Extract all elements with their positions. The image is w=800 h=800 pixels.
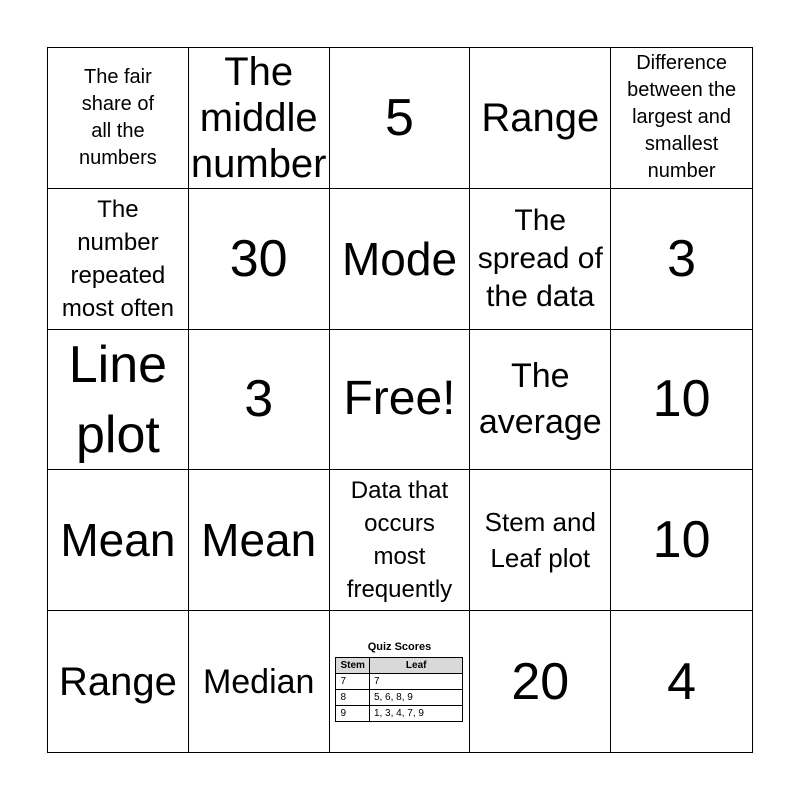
bingo-cell[interactable] — [48, 189, 189, 330]
cell-text: Median — [202, 662, 315, 701]
bingo-cell[interactable] — [189, 611, 330, 752]
cell-text: 3 — [244, 370, 274, 429]
cell-text: The number repeated most often — [61, 195, 174, 322]
bingo-cell[interactable] — [611, 330, 752, 471]
cell-text: The spread of the data — [477, 203, 603, 313]
bingo-cell[interactable] — [611, 189, 752, 330]
cell-text: The middle number — [190, 49, 327, 186]
bingo-board — [47, 47, 753, 753]
bingo-cell[interactable] — [611, 48, 752, 189]
cell-text: Range — [58, 659, 177, 704]
bingo-cell[interactable] — [48, 330, 189, 471]
cell-text: Data that occurs most frequently — [346, 477, 453, 604]
leaf-header: Leaf — [369, 658, 463, 674]
bingo-cell[interactable] — [470, 330, 611, 471]
stem-cell: 8 — [336, 690, 369, 706]
table-row — [336, 690, 463, 706]
leaf-cell: 1, 3, 4, 7, 9 — [369, 706, 463, 722]
cell-text: Range — [481, 95, 600, 140]
bingo-cell[interactable] — [330, 330, 471, 471]
bingo-cell[interactable] — [189, 189, 330, 330]
cell-text: Mean — [60, 514, 176, 567]
cell-text: 20 — [511, 652, 570, 711]
bingo-cell[interactable] — [189, 330, 330, 471]
cell-text: Stem and Leaf plot — [484, 507, 596, 574]
bingo-cell[interactable] — [470, 189, 611, 330]
stem-leaf-plot-image — [335, 641, 463, 722]
bingo-cell[interactable] — [330, 470, 471, 611]
bingo-cell[interactable] — [330, 189, 471, 330]
cell-text: Difference between the largest and smallest number — [627, 52, 737, 183]
cell-text: 10 — [652, 511, 711, 570]
bingo-cell[interactable] — [48, 611, 189, 752]
cell-text: Free! — [343, 372, 456, 426]
cell-text: 5 — [385, 88, 414, 147]
stem-leaf-table — [335, 657, 463, 722]
bingo-cell[interactable] — [189, 470, 330, 611]
bingo-cell[interactable] — [48, 48, 189, 189]
table-row — [336, 706, 463, 722]
stem-cell: 9 — [336, 706, 369, 722]
bingo-cell[interactable] — [611, 470, 752, 611]
bingo-cell[interactable] — [611, 611, 752, 752]
bingo-cell[interactable] — [189, 48, 330, 189]
cell-text: The fair share of all the numbers — [78, 65, 157, 169]
cell-text: Mean — [201, 514, 317, 567]
leaf-cell: 5, 6, 8, 9 — [369, 690, 463, 706]
bingo-cell[interactable] — [470, 470, 611, 611]
bingo-cell[interactable] — [330, 48, 471, 189]
table-row — [336, 674, 463, 690]
cell-text: The average — [478, 357, 602, 442]
cell-text: Mode — [341, 232, 458, 285]
bingo-cell[interactable] — [470, 48, 611, 189]
leaf-cell: 7 — [369, 674, 463, 690]
bingo-cell-image[interactable] — [330, 611, 471, 752]
table-header-row — [336, 658, 463, 674]
bingo-cell[interactable] — [48, 470, 189, 611]
bingo-cell[interactable] — [470, 611, 611, 752]
cell-text: 10 — [652, 370, 711, 429]
stem-cell: 7 — [336, 674, 369, 690]
cell-text: Line plot — [68, 335, 168, 464]
cell-text: 30 — [229, 229, 288, 288]
stem-header: Stem — [336, 658, 369, 674]
quiz-scores-title: Quiz Scores — [367, 641, 432, 654]
cell-text: 4 — [667, 652, 697, 711]
cell-text: 3 — [667, 229, 697, 288]
